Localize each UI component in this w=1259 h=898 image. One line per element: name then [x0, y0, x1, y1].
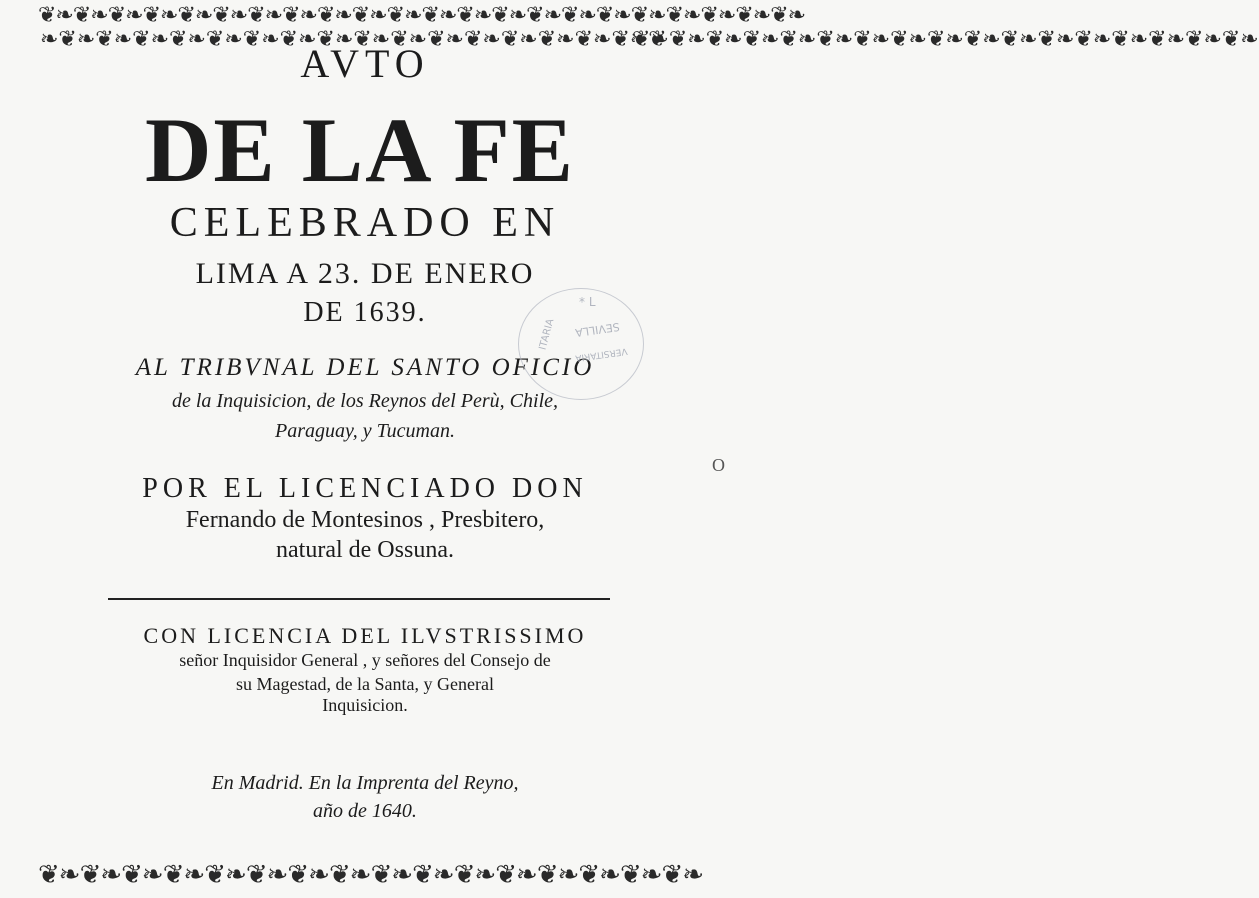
- ornamental-border-right: ❦❧❦❧❦❧❦❧❦❧❦❧❦❧❦❧❦❧❦❧❦❧❦❧❦❧❦❧❦❧❦❧❦❧: [632, 27, 1259, 52]
- ornamental-border-top: ❦❧❦❧❦❧❦❧❦❧❦❧❦❧❦❧❦❧❦❧❦❧❦❧❦❧❦❧❦❧❦❧❦❧❦❧❦❧❦❧❦❧❦❧: [38, 3, 806, 28]
- stamp-text-3: VERSITARIA: [574, 345, 628, 363]
- library-stamp: [518, 288, 644, 400]
- title-line-5: DE 1639.: [303, 297, 427, 328]
- author-line-1: POR EL LICENCIADO DON: [142, 473, 588, 504]
- license-line-4: Inquisicion.: [322, 695, 408, 715]
- dedication-line-3: Paraguay, y Tucuman.: [275, 420, 455, 442]
- title-line-2: DE LA FE: [144, 99, 576, 201]
- horizontal-rule: [108, 598, 610, 600]
- title-line-3: CELEBRADO EN: [169, 200, 561, 246]
- license-line-1: CON LICENCIA DEL ILVSTRISSIMO: [143, 623, 587, 648]
- dedication-line-2: de la Inquisicion, de los Reynos del Perù, Chile,: [171, 390, 559, 412]
- license-line-2: señor Inquisidor General , y señores del Consejo de: [179, 650, 551, 670]
- title-line-4: LIMA A 23. DE ENERO: [195, 257, 535, 290]
- license-line-3: su Magestad, de la Santa, y General: [236, 674, 494, 694]
- author-line-3: natural de Ossuna.: [276, 537, 454, 563]
- ornamental-border-bottom: ❦❧❦❧❦❧❦❧❦❧❦❧❦❧❦❧❦❧❦❧❦❧❦❧❦❧❦❧❦❧❦❧: [38, 860, 704, 890]
- stamp-text-2: SEVILLA: [574, 319, 621, 340]
- dedication-line-1: AL TRIBVNAL DEL SANTO OFICIO: [135, 354, 595, 381]
- page-edge-mark: O: [712, 455, 725, 475]
- ornamental-border-left: ❧❦❧❦❧❦❧❦❧❦❧❦❧❦❧❦❧❦❧❦❧❦❧❦❧❦❧❦❧❦❧❦❧❦: [40, 27, 667, 52]
- imprint-line-2: año de 1640.: [313, 800, 417, 822]
- stamp-text-4: * L: [579, 295, 596, 309]
- stamp-text-1: ITARIA: [537, 317, 557, 352]
- author-line-2: Fernando de Montesinos , Presbitero,: [185, 507, 545, 533]
- imprint-line-1: En Madrid. En la Imprenta del Reyno,: [211, 772, 519, 794]
- title-line-1: AVTO: [300, 41, 430, 86]
